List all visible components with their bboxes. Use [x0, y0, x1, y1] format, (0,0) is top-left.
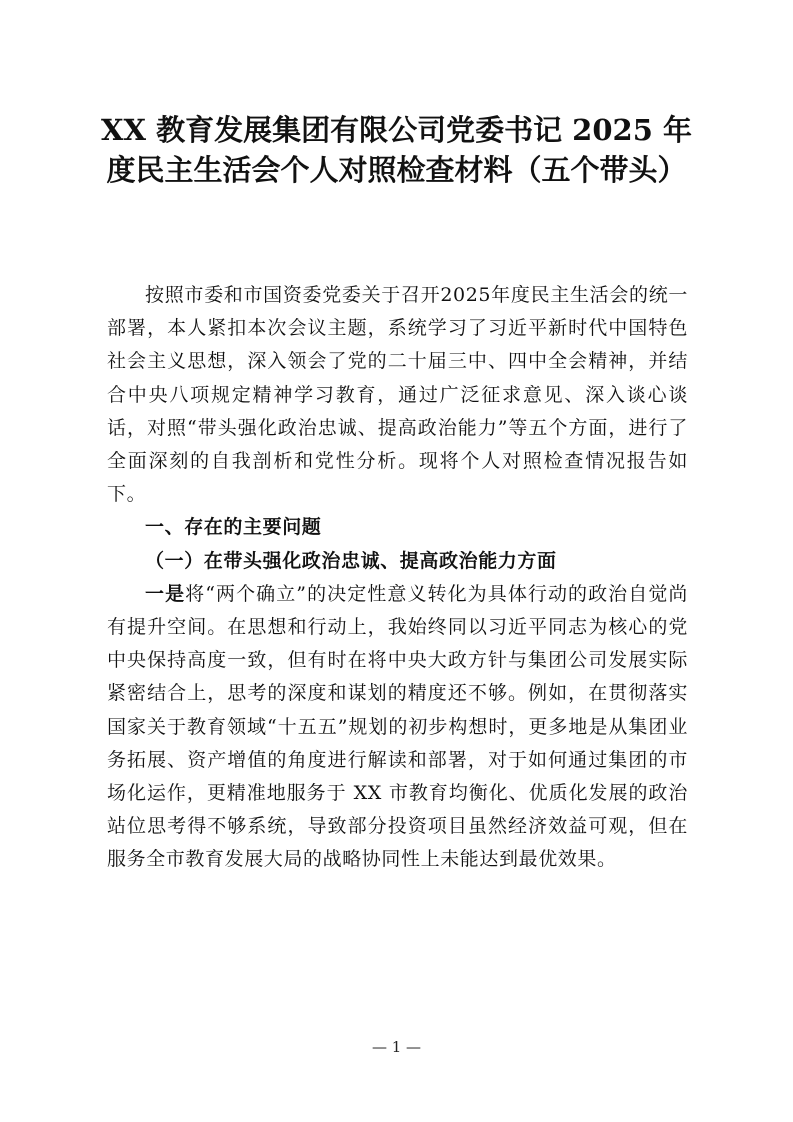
- point-paragraph: [107, 578, 688, 877]
- subsection-heading: （一）在带头强化政治忠诚、提高政治能力方面: [145, 549, 557, 572]
- document-body: [107, 279, 688, 877]
- document-title: XX 教育发展集团有限公司党委书记 2025 年度民主生活会个人对照检查材料（五个带头）: [100, 113, 692, 187]
- page-number: — 1 —: [371, 1038, 422, 1056]
- section-heading: 一、存在的主要问题: [145, 516, 322, 539]
- point-lead: 一是: [145, 582, 186, 605]
- point-text: 将“两个确立”的决定性意义转化为具体行动的政治自觉尚有提升空间。在思想和行动上，我始终同以习近平同志为核心的党中央保持高度一致，但有时在将中央大政方针与集团公司发展实际紧密结合上，思考的深度和谋划的精度还不够。例如，在贯彻落实国家关于教育领域“十五五”规划的初步构想时，更多地是从集团业务拓展、资产增值的角度进行解读和部署，对于如何通过集团的市场化运作，更精准地服务于 XX 市教育均衡化、优质化发展的政治站位思考得不够系统，导致部分投资项目虽然经济效益可观，但在服务全市教育发展大局的战略协同性上未能达到最优效果。: [107, 582, 689, 871]
- intro-paragraph: 按照市委和市国资委党委关于召开2025年度民主生活会的统一部署，本人紧扣本次会议主题，系统学习了习近平新时代中国特色社会主义思想，深入领会了党的二十届三中、四中全会精神，并结合中央八项规定精神学习教育，通过广泛征求意见、深入谈心谈话，对照“带头强化政治忠诚、提高政治能力”等五个方面，进行了全面深刻的自我剖析和党性分析。现将个人对照检查情况报告如下。: [107, 284, 688, 506]
